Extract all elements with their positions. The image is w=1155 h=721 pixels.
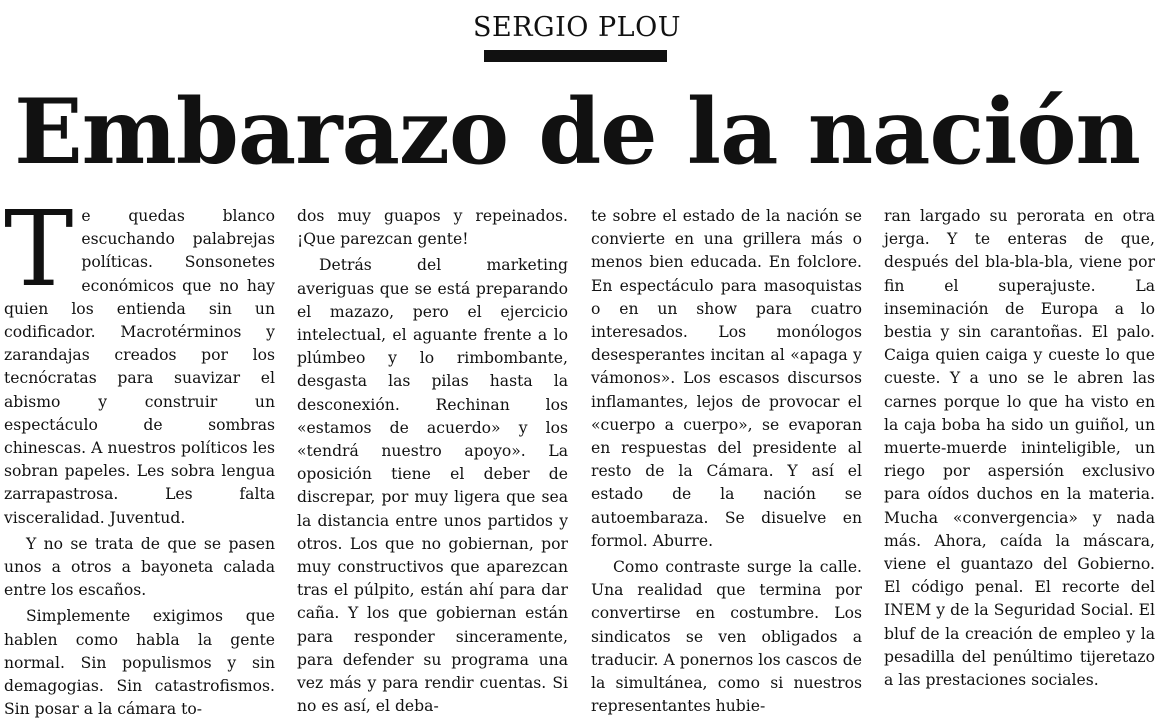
paragraph: te sobre el estado de la nación se convierte en una grillera más o menos bien educada. En folclore. En espectáculo para masoquistas o en un show para cuatro interesados. Los monólogos desesperantes incitan al «apaga y vámonos». Los escasos discursos inflamantes, lejos de provocar el «cuerpo a cuerpo», se evaporan en respuestas del presidente al resto de la Cámara. Y así el estado de la nación se autoembaraza. Se disuelve en formol. Aburre. bbox=[591, 207, 862, 550]
paragraph: Y no se trata de que se pasen unos a otros a bayoneta calada entre los escaños. bbox=[4, 534, 275, 600]
byline-rule bbox=[484, 50, 667, 62]
article-column-1 bbox=[4, 188, 275, 719]
article-column-3 bbox=[591, 205, 862, 716]
author-byline: SERGIO PLOU bbox=[473, 12, 681, 43]
paragraph: Como contraste surge la calle. Una realidad que termina por convertirse en costumbre. Los sindicatos se ven obligados a traducir. A ponernos los cascos de la simultánea, como si nuestros representantes hubie- bbox=[591, 558, 862, 716]
paragraph: dos muy guapos y repeinados. ¡Que parezcan gente! bbox=[297, 207, 568, 249]
article-column-2 bbox=[297, 205, 568, 716]
headline: Embarazo de la nación bbox=[14, 79, 1140, 185]
article-column-4 bbox=[884, 205, 1155, 690]
paragraph: ran largado su perorata en otra jerga. Y te enteras de que, después del bla-bla-bla, viene por fin el superajuste. La inseminación de Europa a lo bestia y sin carantoñas. El palo. Caiga quien caiga y cueste lo que cueste. Y a uno se le abren las carnes porque lo que ha visto en la caja boba ha sido un guiñol, un muerte-muerde ininteligible, un riego por aspersión exclusivo para oídos duchos en la materia. Mucha «convergencia» y nada más. Ahora, caída la máscara, viene el guantazo del Gobierno. El código penal. El recorte del INEM y de la Seguridad Social. El bluf de la creación de empleo y la pesadilla del penúltimo tijeretazo a las prestaciones sociales. bbox=[884, 207, 1155, 690]
paragraph: Detrás del marketing averiguas que se está preparando el mazazo, pero el ejercicio intelectual, el aguante frente a lo plúmbeo y lo rimbombante, desgasta las pilas hasta la desconexión. Rechinan los «estamos de acuerdo» y los «tendrá nuestro apoyo». La oposición tiene el deber de discrepar, por muy ligera que sea la distancia entre unos partidos y otros. Los que no gobiernan, por muy constructivos que aparezcan tras el púlpito, están ahí para dar caña. Y los que gobiernan están para responder sinceramente, para defender su programa una vez más y para rendir cuentas. Si no es así, el deba- bbox=[297, 256, 568, 716]
drop-cap: T bbox=[4, 188, 74, 310]
paragraph: Simplemente exigimos que hablen como habla la gente normal. Sin populismos y sin demagogias. Sin catastrofismos. Sin posar a la cámara to- bbox=[4, 607, 275, 719]
paragraph-text: e quedas blanco escuchando palabrejas políticas. Sonsonetes económicos que no hay quien los entienda sin un codificador. Macrotérminos y zarandajas creados por los tecnócratas para suavizar el abismo y construir un espectáculo de sombras chinescas. A nuestros políticos les sobran papeles. Les sobra lengua zarrapastrosa. Les falta visceralidad. Juventud. bbox=[4, 207, 275, 527]
paragraph bbox=[4, 188, 275, 530]
